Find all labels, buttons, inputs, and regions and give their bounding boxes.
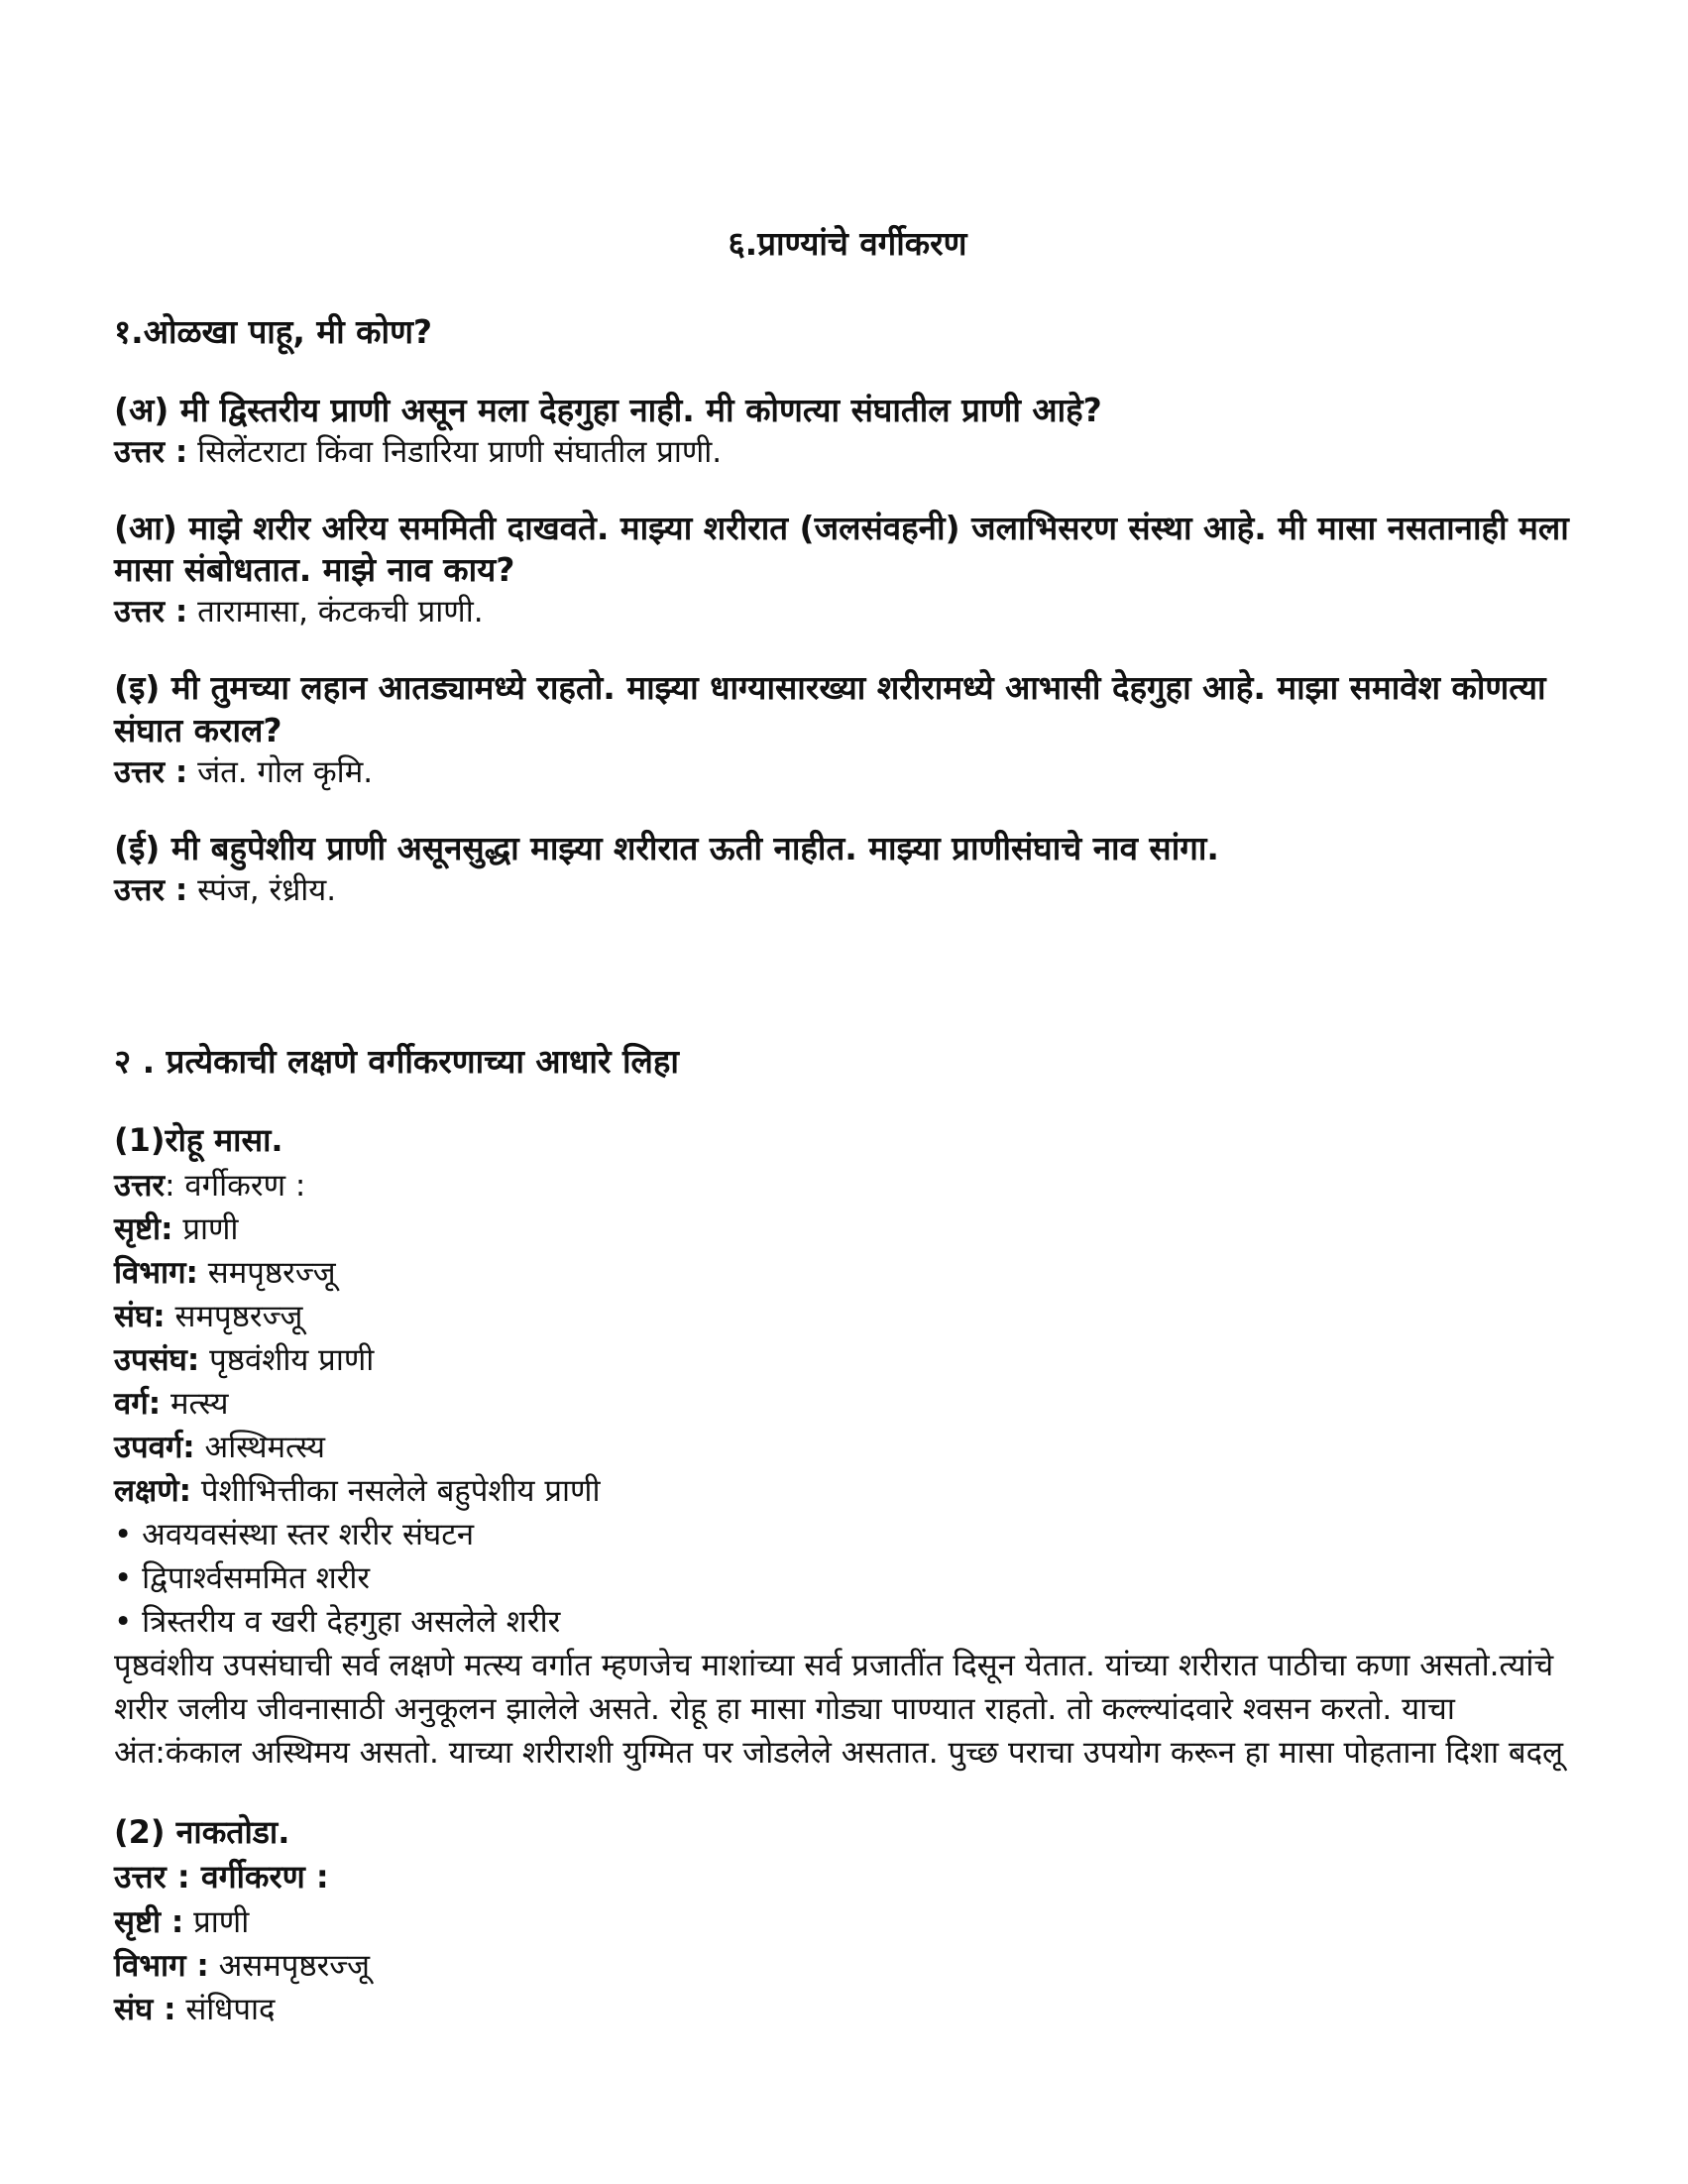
classification-row bbox=[114, 1382, 1581, 1426]
qa-item bbox=[114, 828, 1581, 912]
section-heading-1: १.ओळखा पाहू, मी कोण? bbox=[114, 311, 433, 351]
question-text: (अ) मी द्विस्तरीय प्राणी असून मला देहगुहा नाही. मी कोणत्या संघातील प्राणी आहे? bbox=[114, 390, 1102, 429]
row-label: संघ : bbox=[114, 1991, 176, 2027]
answer-label: उत्तर : bbox=[114, 753, 188, 790]
bullet-item: • अवयवसंस्था स्तर शरीर संघटन bbox=[114, 1513, 1581, 1556]
qa-item bbox=[114, 667, 1581, 794]
classification-row bbox=[114, 1469, 1581, 1513]
classification-row bbox=[114, 1251, 1581, 1295]
row-label: सृष्टी: bbox=[114, 1210, 173, 1247]
answer-label: उत्तर : bbox=[114, 433, 188, 470]
answer-text: स्पंज, रंध्रीय. bbox=[197, 871, 337, 908]
classification-row bbox=[114, 1295, 1581, 1338]
bullet-item: • द्विपार्श्वसममित शरीर bbox=[114, 1556, 1581, 1600]
question-text: (आ) माझे शरीर अरिय सममिती दाखवते. माझ्या शरीरात (जलसंवहनी) जलाभिसरण संस्था आहे. मी मासा नसतानाही मला मासा संबोधतात. माझे नाव काय? bbox=[114, 508, 1569, 590]
answer-text: जंत. गोल कृमि. bbox=[197, 753, 374, 790]
row-label: विभाग: bbox=[114, 1254, 198, 1291]
answer-heading: उत्तर : वर्गीकरण : bbox=[114, 1858, 329, 1897]
description-paragraph: पृष्ठवंशीय उपसंघाची सर्व लक्षणे मत्स्य वर्गात म्हणजेच माशांच्या सर्व प्रजातींत दिसून येतात. यांच्या शरीरात पाठीचा कणा असतो.त्यांचे शरीर जलीय जीवनासाठी अनुकूलन झालेले असते. रोहू हा मासा गोड्या पाण्यात राहतो. तो कल्ल्यांदवारे श्वसन करतो. याचा अंत:कंकाल अस्थिमय असतो. याच्या शरीराशी युग्मित पर जोडलेले असतात. पुच्छ पराचा उपयोग करून हा मासा पोहताना दिशा बदलू bbox=[114, 1648, 1564, 1772]
item-title: (2) नाकतोडा. bbox=[114, 1813, 290, 1852]
section-spacer bbox=[114, 946, 1581, 1041]
question-text: (ई) मी बहुपेशीय प्राणी असूनसुद्धा माझ्या शरीरात ऊती नाहीत. माझ्या प्राणीसंघाचे नाव सांगा. bbox=[114, 828, 1219, 867]
section-identify bbox=[114, 311, 1581, 912]
row-label: सृष्टी : bbox=[114, 1903, 184, 1940]
row-value: पेशीभित्तीका नसलेले बहुपेशीय प्राणी bbox=[191, 1472, 601, 1509]
answer-label: उत्तर : bbox=[114, 871, 188, 908]
row-label: उपसंघ: bbox=[114, 1341, 200, 1378]
question-text: (इ) मी तुमच्या लहान आतड्यामध्ये राहतो. माझ्या धाग्यासारख्या शरीरामध्ये आभासी देहगुहा आहे. माझा समावेश कोणत्या संघात कराल? bbox=[114, 668, 1546, 750]
answer-line bbox=[114, 592, 1581, 633]
answer-label: उत्तर : bbox=[114, 594, 188, 631]
answer-text: सिलेंटराटा किंवा निडारिया प्राणी संघातील प्राणी. bbox=[197, 433, 723, 470]
item-title: (1)रोहू मासा. bbox=[114, 1121, 283, 1160]
bullet-item: • त्रिस्तरीय व खरी देहगुहा असलेले शरीर bbox=[114, 1600, 1581, 1644]
answer-label: उत्तर bbox=[114, 1167, 166, 1204]
document-page bbox=[114, 223, 1581, 2067]
classification-row bbox=[114, 1900, 1581, 1944]
row-label: विभाग : bbox=[114, 1947, 209, 1984]
section-heading-2: २ . प्रत्येकाची लक्षणे वर्गीकरणाच्या आधारे लिहा bbox=[114, 1041, 679, 1081]
qa-item bbox=[114, 508, 1581, 634]
answer-text: : वर्गीकरण : bbox=[165, 1167, 306, 1204]
classification-row bbox=[114, 1944, 1581, 1988]
classification-item-rohu bbox=[114, 1118, 1581, 1775]
row-value: समपृष्ठरज्जू bbox=[197, 1254, 336, 1291]
row-label: संघ: bbox=[114, 1298, 166, 1334]
row-value: मत्स्य bbox=[161, 1385, 229, 1422]
row-value: अस्थिमत्स्य bbox=[194, 1429, 325, 1465]
answer-line bbox=[114, 752, 1581, 794]
row-value: समपृष्ठरज्जू bbox=[165, 1298, 303, 1334]
classification-row bbox=[114, 1988, 1581, 2031]
answer-line bbox=[114, 870, 1581, 912]
row-label: लक्षणे: bbox=[114, 1472, 192, 1509]
classification-row bbox=[114, 1338, 1581, 1382]
classification-item-grasshopper bbox=[114, 1810, 1581, 2031]
answer-text: तारामासा, कंटकची प्राणी. bbox=[197, 594, 484, 631]
answer-line bbox=[114, 432, 1581, 474]
classification-row bbox=[114, 1207, 1581, 1251]
row-value: प्राणी bbox=[172, 1210, 239, 1247]
classification-row bbox=[114, 1426, 1581, 1469]
section-classification bbox=[114, 1041, 1581, 2031]
answer-line bbox=[114, 1164, 1581, 1207]
document-title: ६.प्राण्यांचे वर्गीकरण bbox=[728, 224, 967, 263]
cut-off-line-fragment bbox=[114, 2161, 193, 2169]
row-label: उपवर्ग: bbox=[114, 1429, 195, 1465]
row-value: प्राणी bbox=[183, 1903, 250, 1940]
row-value: संधिपाद bbox=[175, 1991, 276, 2027]
row-value: पृष्ठवंशीय प्राणी bbox=[199, 1341, 375, 1378]
row-value: असमपृष्ठरज्जू bbox=[208, 1947, 371, 1984]
qa-item bbox=[114, 390, 1581, 474]
row-label: वर्ग: bbox=[114, 1385, 162, 1422]
